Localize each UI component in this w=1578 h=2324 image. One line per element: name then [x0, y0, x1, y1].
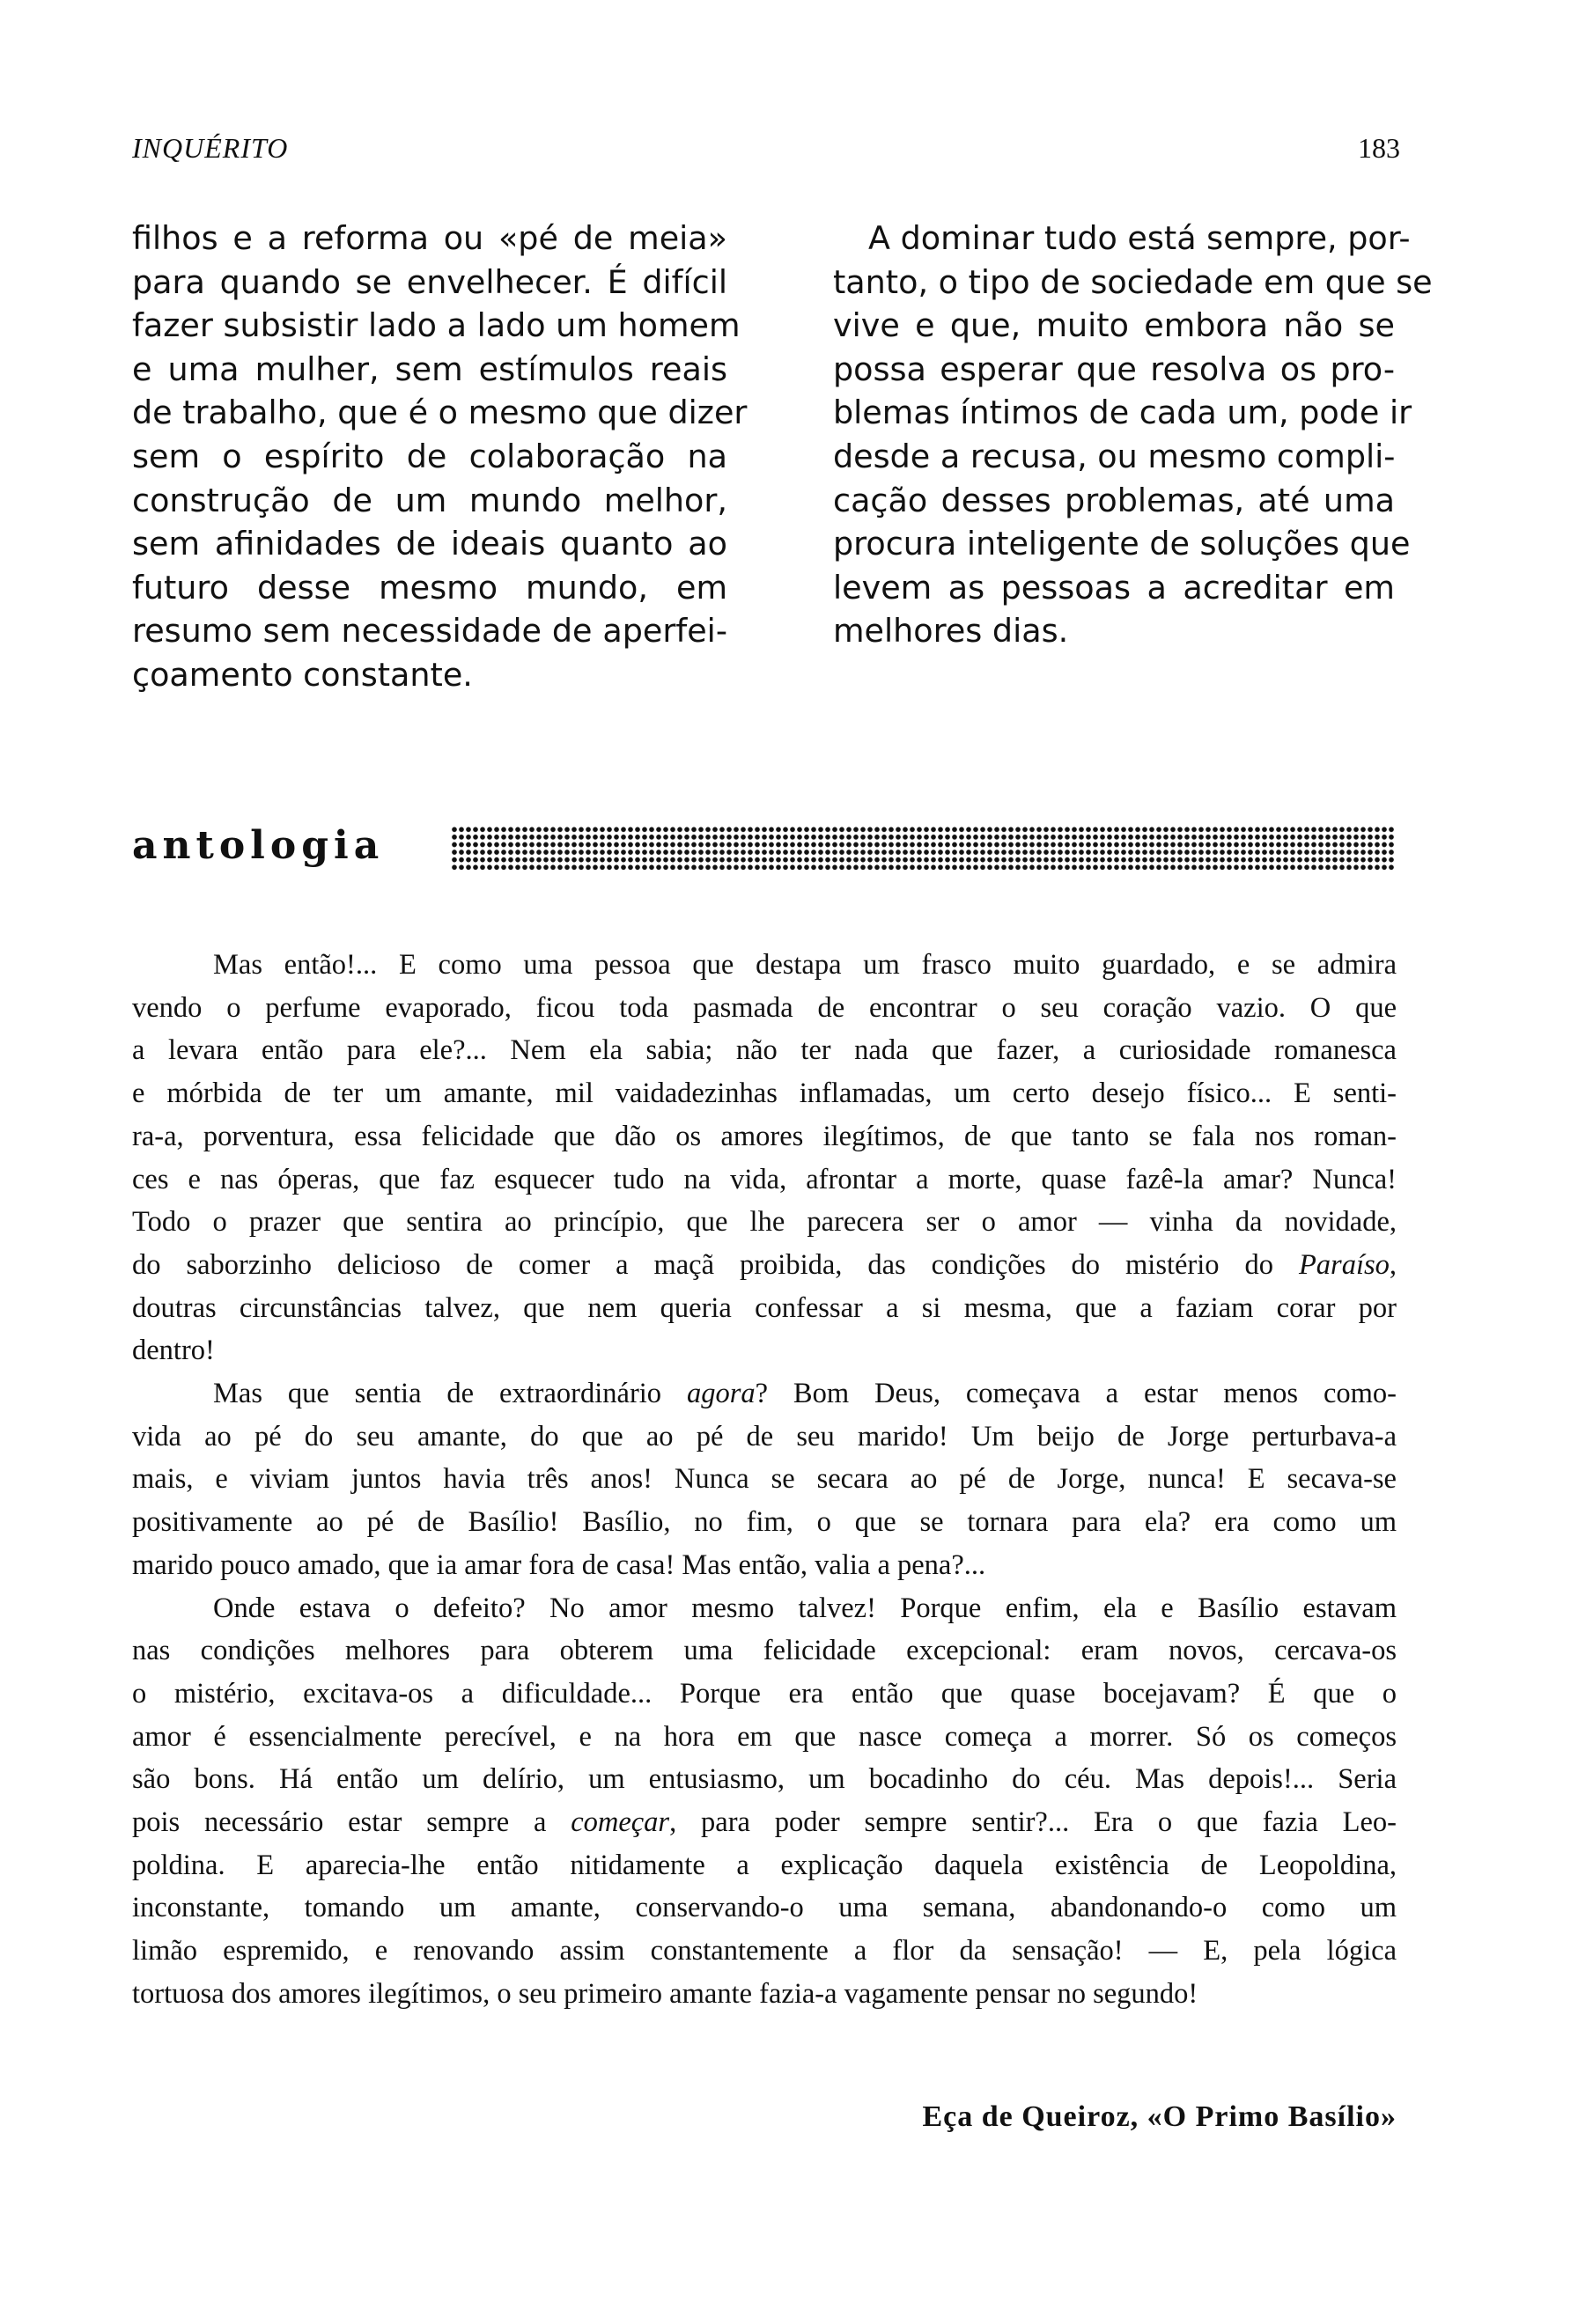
text-line: de trabalho, que é o mesmo que dizer [132, 393, 748, 432]
text-line: e uma mulher, sem estímulos reais [132, 349, 727, 388]
text-line: blemas íntimos de cada um, pode ir [833, 393, 1412, 432]
excerpt-paragraph [132, 1372, 1397, 1587]
excerpt-line: do saborzinho delicioso de comer a maçã proibida, das condições do mistério do Paraíso, [132, 1248, 1397, 1281]
text-line: construção de um mundo melhor, [132, 481, 727, 519]
excerpt-line: Onde estava o defeito? No amor mesmo talvez! Porque enfim, ela e Basílio estavam [213, 1592, 1397, 1624]
excerpt-line: Mas então!... E como uma pessoa que destapa um frasco muito guardado, e se admira [213, 949, 1397, 981]
text-line: vive e que, muito embora não se [833, 306, 1395, 345]
text-line: futuro desse mesmo mundo, em [132, 568, 727, 607]
excerpt-credit: Eça de Queiroz, «O Primo Basílio» [922, 2100, 1397, 2133]
excerpt-line: são bons. Há então um delírio, um entusiasmo, um bocadinho do céu. Mas depois!... Seria [132, 1763, 1397, 1796]
text-line: filhos e a reforma ou «pé de meia» [132, 219, 727, 257]
antologia-heading: antologia [132, 823, 385, 868]
excerpt-line: o mistério, excitava-os a dificuldade... Porque era então que quase bocejavam? É que o [132, 1677, 1397, 1710]
running-head [132, 132, 1400, 176]
excerpt-line: Todo o prazer que sentira ao princípio, que lhe parecera ser o amor — vinha da novidade, [132, 1206, 1397, 1239]
text-line: levem as pessoas a acreditar em [833, 568, 1395, 607]
text-line: A dominar tudo está sempre, por- [868, 219, 1411, 257]
literary-excerpt [132, 944, 1397, 2016]
text-line: çoamento constante. [132, 655, 473, 694]
excerpt-line: mais, e viviam juntos havia três anos! Nunca se secara ao pé de Jorge, nunca! E secava-se [132, 1463, 1397, 1496]
text-line: cação desses problemas, até uma [833, 481, 1395, 519]
excerpt-line: inconstante, tomando um amante, conservando-o uma semana, abandonando-o como um [132, 1892, 1397, 1924]
excerpt-line: Mas que sentia de extraordinário agora? Bom Deus, começava a estar menos como- [213, 1378, 1397, 1410]
page-number: 183 [1358, 132, 1400, 164]
text-line: fazer subsistir lado a lado um homem [132, 306, 741, 345]
excerpt-paragraph [132, 1587, 1397, 2016]
text-line: tanto, o tipo de sociedade em que se [833, 262, 1433, 301]
text-line: procura inteligente de soluções que [833, 525, 1411, 563]
section-title: INQUÉRITO [132, 132, 289, 164]
text-line: sem afinidades de ideais quanto ao [132, 525, 727, 563]
excerpt-line: doutras circunstâncias talvez, que nem queria confessar a si mesma, que a faziam corar por [132, 1291, 1397, 1324]
dotted-ornament-band [451, 826, 1395, 872]
excerpt-line: ra-a, porventura, essa felicidade que dão os amores ilegítimos, de que tanto se fala nos roman- [132, 1120, 1397, 1152]
excerpt-line: tortuosa dos amores ilegítimos, o seu primeiro amante fazia-a vagamente pensar no segundo! [132, 1977, 1198, 2010]
text-line: melhores dias. [833, 612, 1069, 651]
excerpt-line: poldina. E aparecia-lhe então nitidamente a explicação daquela existência de Leopoldina, [132, 1849, 1397, 1881]
excerpt-line: nas condições melhores para obterem uma felicidade excepcional: eram novos, cercava-os [132, 1635, 1397, 1667]
excerpt-line: e mórbida de ter um amante, mil vaidadezinhas inflamadas, um certo desejo físico... E senti- [132, 1077, 1397, 1110]
excerpt-line: pois necessário estar sempre a começar, para poder sempre sentir?... Era o que fazia Leo- [132, 1806, 1397, 1839]
text-line: sem o espírito de colaboração na [132, 437, 727, 475]
right-column-text [798, 217, 1433, 653]
text-line: possa esperar que resolva os pro- [833, 349, 1395, 388]
right-paragraph [798, 217, 1433, 653]
excerpt-line: marido pouco amado, que ia amar fora de casa! Mas então, valia a pena?... [132, 1548, 986, 1581]
text-line: resumo sem necessidade de aperfei- [132, 612, 727, 651]
excerpt-line: positivamente ao pé de Basílio! Basílio, no fim, o que se tornara para ela? era como um [132, 1506, 1397, 1539]
left-column-text [132, 217, 748, 697]
excerpt-line: amor é essencialmente perecível, e na hora em que nasce começa a morrer. Só os começos [132, 1720, 1397, 1753]
excerpt-paragraph [132, 944, 1397, 1372]
excerpt-line: a levara então para ele?... Nem ela sabia; não ter nada que fazer, a curiosidade romanesca [132, 1034, 1397, 1067]
left-paragraph [132, 217, 748, 697]
excerpt-line: dentro! [132, 1335, 215, 1367]
excerpt-line: ces e nas óperas, que faz esquecer tudo na vida, afrontar a morte, quase fazê-la amar? Nunca! [132, 1163, 1397, 1195]
excerpt-line: limão espremido, e renovando assim constantemente a flor da sensação! — E, pela lógica [132, 1935, 1397, 1967]
text-line: desde a recusa, ou mesmo compli- [833, 437, 1396, 475]
excerpt-line: vida ao pé do seu amante, do que ao pé de seu marido! Um beijo de Jorge perturbava-a [132, 1420, 1397, 1452]
excerpt-line: vendo o perfume evaporado, ficou toda pasmada de encontrar o seu coração vazio. O que [132, 991, 1397, 1024]
text-line: para quando se envelhecer. É difícil [132, 262, 727, 301]
